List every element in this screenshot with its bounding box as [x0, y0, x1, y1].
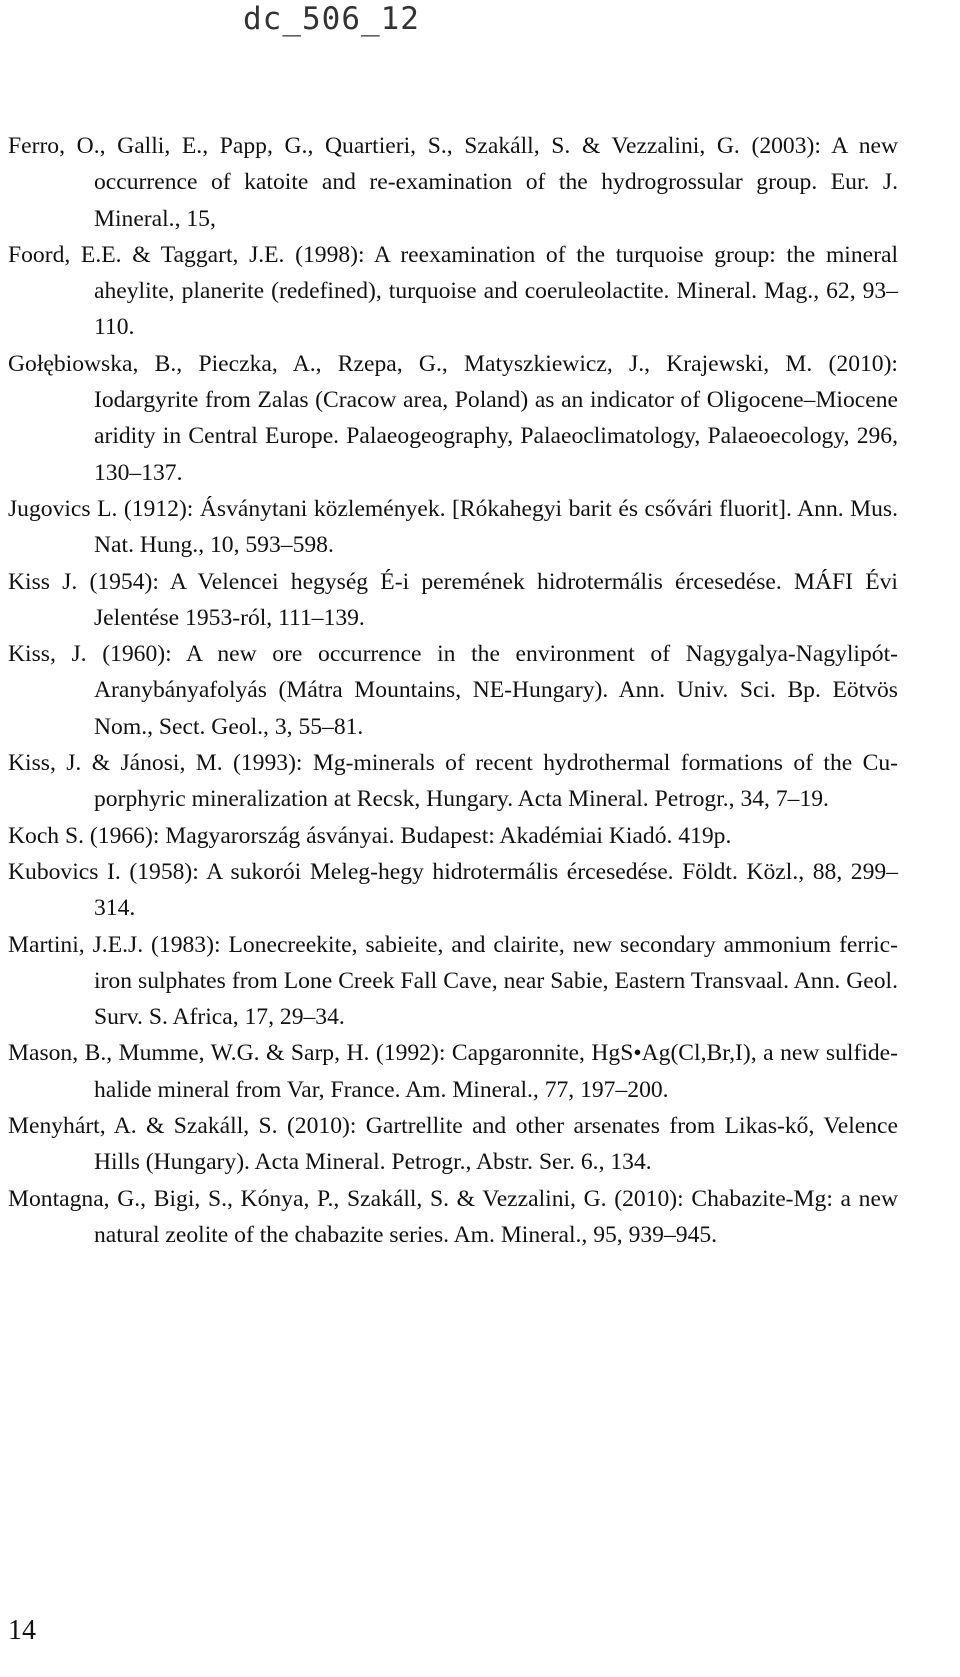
reference-entry: Mason, B., Mumme, W.G. & Sarp, H. (1992): Capgaronnite, HgS•Ag(Cl,Br,I), a new sulfide-halide mineral from Var, France. Am. Mineral., 77, 197–200.: [8, 1040, 898, 1103]
reference-list: [8, 128, 898, 1253]
reference-entry: Jugovics L. (1912): Ásványtani közlemények. [Rókahegyi barit és csővári fluorit]. Ann. Mus. Nat. Hung., 10, 593–598.: [8, 495, 898, 559]
document-id: dc_506_12: [243, 1, 420, 37]
reference-entry: Menyhárt, A. & Szakáll, S. (2010): Gartrellite and other arsenates from Likas-kő, Velence Hills (Hungary). Acta Mineral. Petrogr., Abstr. Ser. 6., 134.: [8, 1113, 898, 1176]
reference-entry: Ferro, O., Galli, E., Papp, G., Quartieri, S., Szakáll, S. & Vezzalini, G. (2003): A new occurrence of katoite and re-examination of the hydrogrossular group. Eur. J. Mineral., 15,: [8, 133, 898, 232]
reference-entry: Montagna, G., Bigi, S., Kónya, P., Szakáll, S. & Vezzalini, G. (2010): Chabazite-Mg: a new natural zeolite of the chabazite series. Am. Mineral., 95, 939–945.: [8, 1185, 898, 1248]
page-number: 14: [8, 1615, 36, 1646]
reference-entry: Kiss, J. & Jánosi, M. (1993): Mg-minerals of recent hydrothermal formations of the Cu-porphyric mineralization at Recsk, Hungary. Acta Mineral. Petrogr., 34, 7–19.: [8, 750, 898, 813]
reference-entry: Gołębiowska, B., Pieczka, A., Rzepa, G., Matyszkiewicz, J., Krajewski, M. (2010): Iodargyrite from Zalas (Cracow area, Poland) as an indicator of Oligocene–Miocene aridity in Central Europe. Palaeogeography, Palaeoclimatology, Palaeoecology, 296, 130–137.: [8, 350, 898, 486]
reference-entry: Kiss J. (1954): A Velencei hegység É-i peremének hidrotermális ércesedése. MÁFI Évi Jelentése 1953-ról, 111–139.: [8, 568, 898, 631]
reference-entry: Kiss, J. (1960): A new ore occurrence in the environment of Nagygalya-Nagylipót-Aranybányafolyás (Mátra Mountains, NE-Hungary). Ann. Univ. Sci. Bp. Eötvös Nom., Sect. Geol., 3, 55–81.: [8, 641, 898, 740]
reference-entry: Foord, E.E. & Taggart, J.E. (1998): A reexamination of the turquoise group: the mineral aheylite, planerite (redefined), turquoise and coeruleolactite. Mineral. Mag., 62, 93–110.: [8, 241, 898, 341]
reference-entry: Martini, J.E.J. (1983): Lonecreekite, sabieite, and clairite, new secondary ammonium ferric-iron sulphates from Lone Creek Fall Cave, near Sabie, Eastern Transvaal. Ann. Geol. Surv. S. Africa, 17, 29–34.: [8, 931, 898, 1031]
reference-entry: Kubovics I. (1958): A sukorói Meleg-hegy hidrotermális ércesedése. Földt. Közl., 88, 299–314.: [8, 858, 898, 922]
reference-entry: Koch S. (1966): Magyarország ásványai. Budapest: Akadémiai Kiadó. 419p.: [8, 822, 732, 849]
